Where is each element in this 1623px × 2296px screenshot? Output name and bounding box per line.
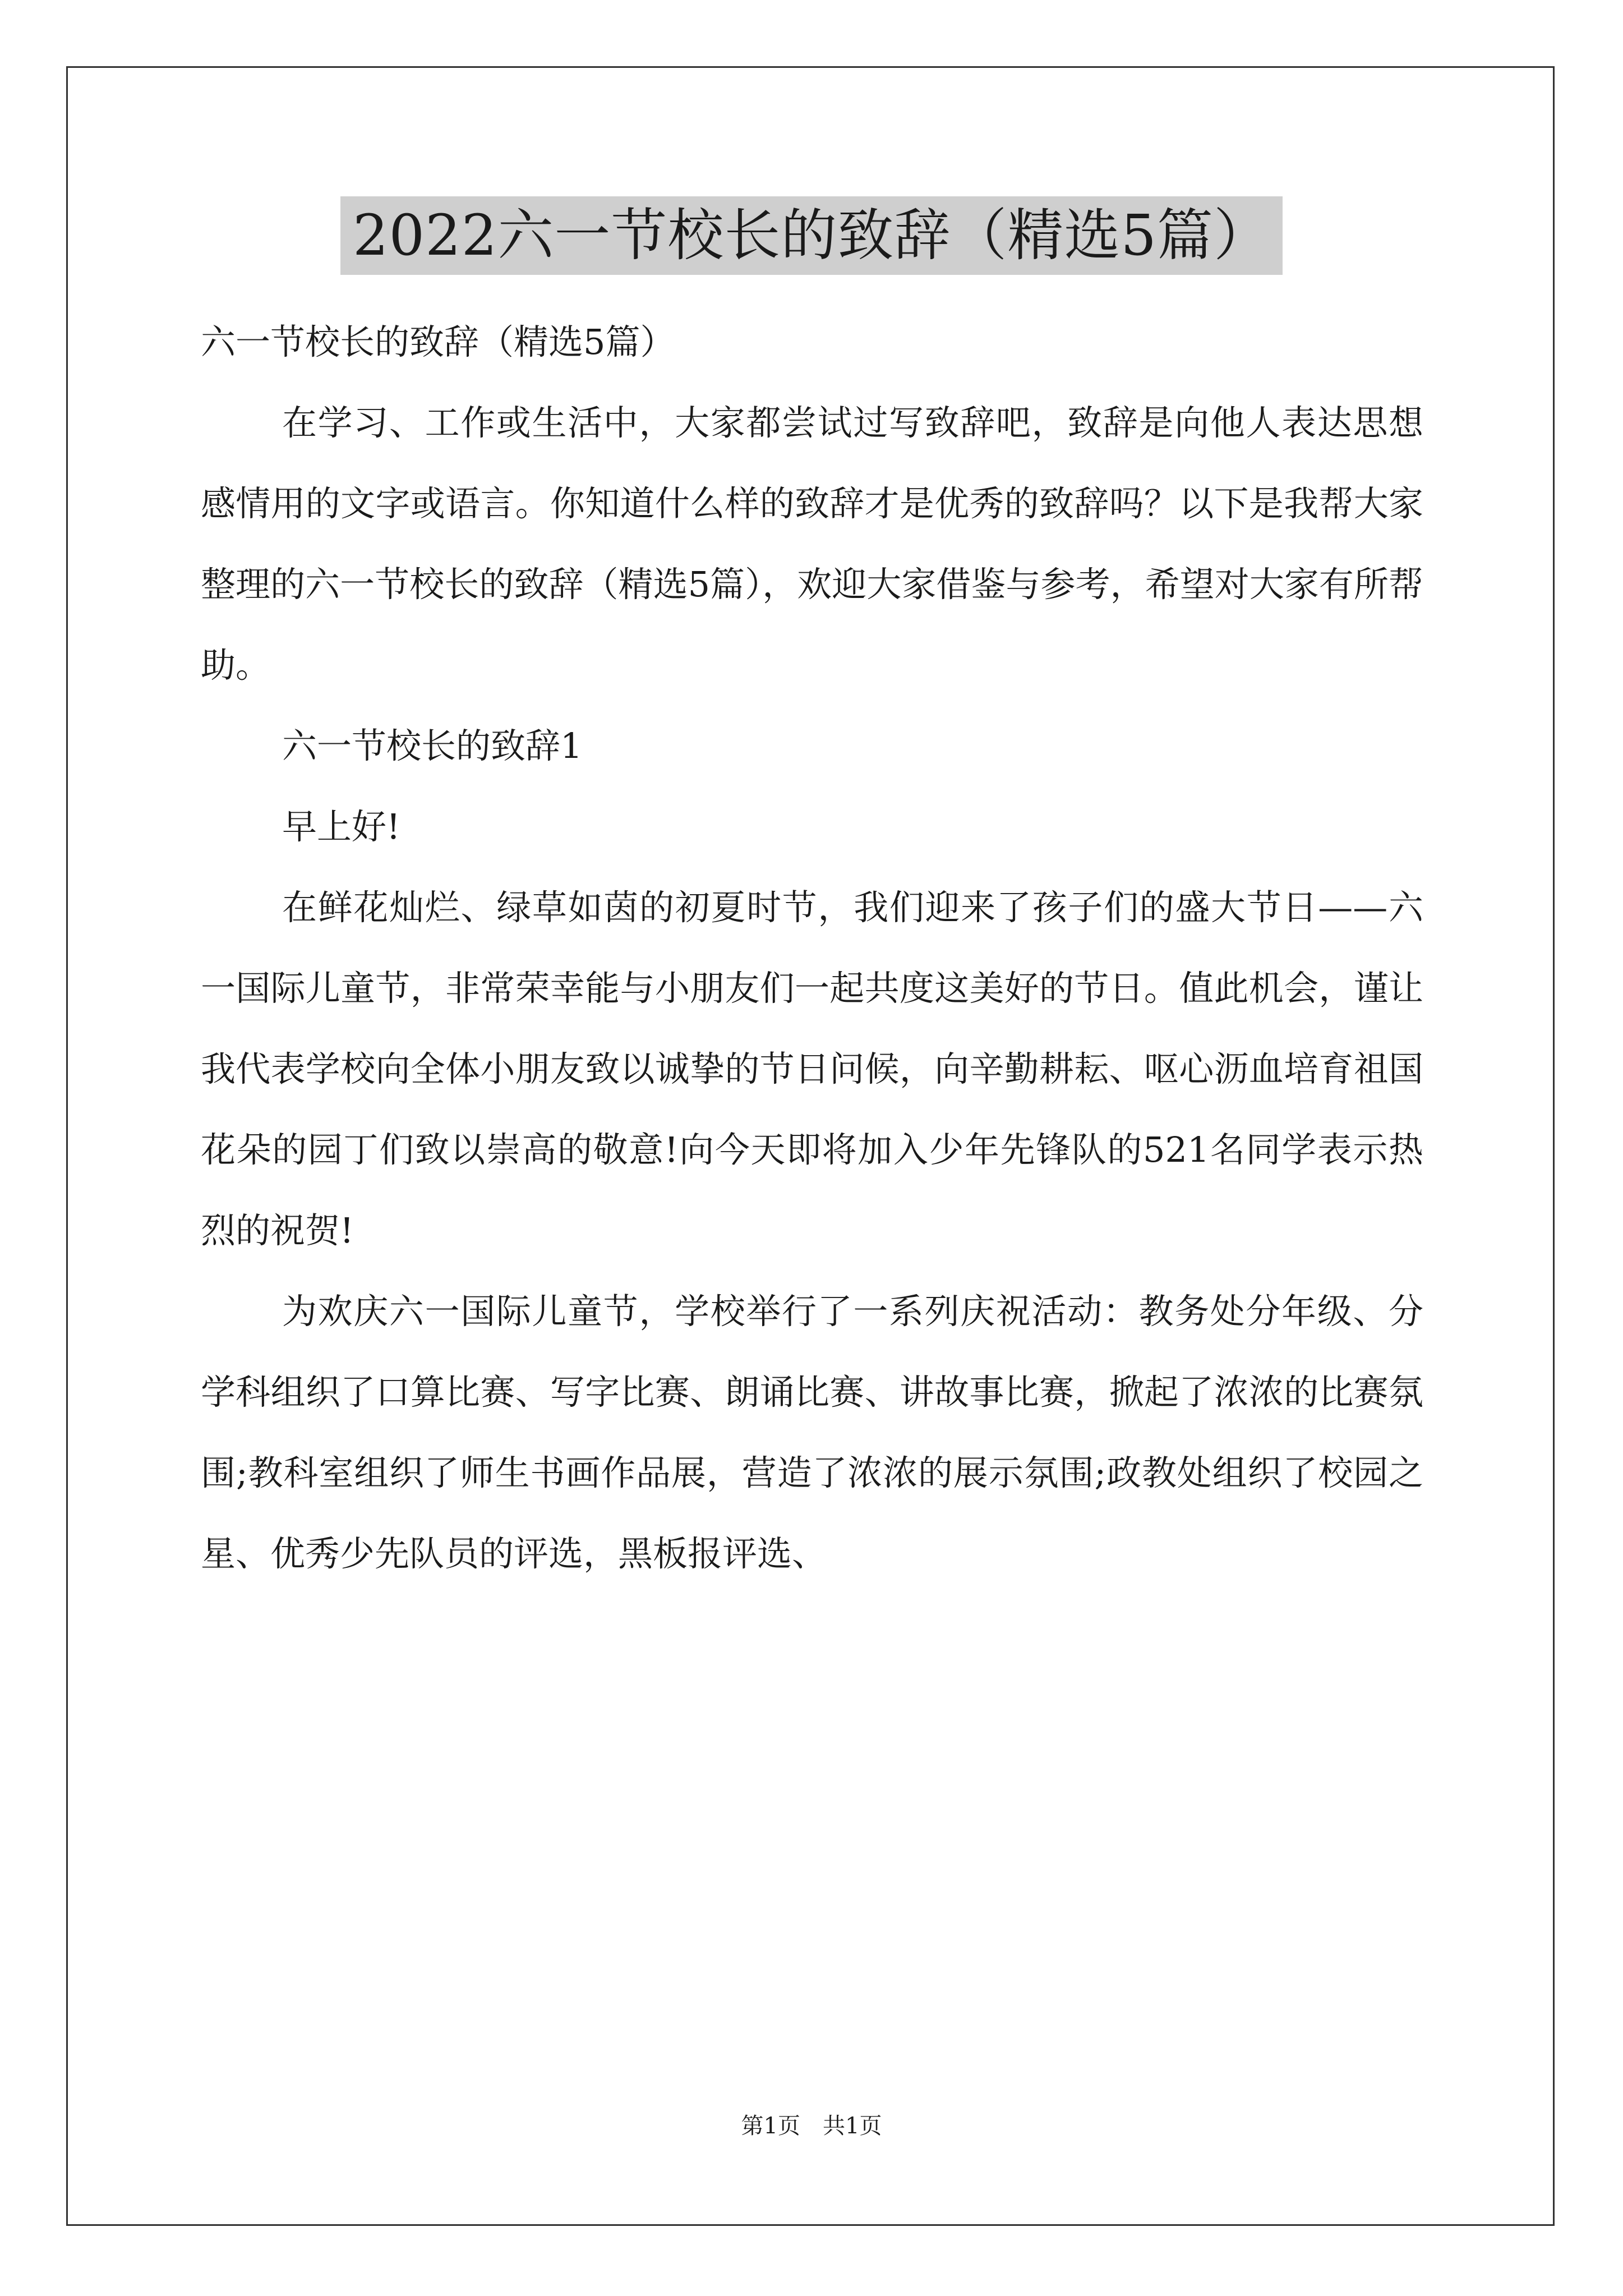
paragraph-section-heading: 六一节校长的致辞1 [282,725,583,766]
document-body [201,302,1423,1594]
paragraph-intro: 在学习、工作或生活中，大家都尝试过写致辞吧，致辞是向他人表达思想感情用的文字或语言。你知道什么样的致辞才是优秀的致辞吗？以下是我帮大家整理的六一节校长的致辞（精选5篇），欢迎大家借鉴与参考，希望对大家有所帮助。 [201,402,1423,685]
title-container [0,196,1623,275]
document-title: 2022六一节校长的致辞（精选5篇） [340,196,1283,275]
page-footer: 第1页 共1页 [741,2113,882,2139]
paragraph-body-2: 为欢庆六一国际儿童节，学校举行了一系列庆祝活动：教务处分年级、分学科组织了口算比赛、写字比赛、朗诵比赛、讲故事比赛，掀起了浓浓的比赛氛围;教科室组织了师生书画作品展，营造了浓浓的展示氛围;政教处组织了校园之星、优秀少先队员的评选，黑板报评选、 [201,1291,1423,1574]
paragraph-body-1: 在鲜花灿烂、绿草如茵的初夏时节，我们迎来了孩子们的盛大节日——六一国际儿童节，非常荣幸能与小朋友们一起共度这美好的节日。值此机会，谨让我代表学校向全体小朋友致以诚挚的节日问候，向辛勤耕耘、呕心沥血培育祖国花朵的园丁们致以崇高的敬意!向今天即将加入少年先锋队的521名同学表示热烈的祝贺! [201,887,1423,1251]
paragraph-greeting: 早上好! [282,806,400,847]
paragraph-subtitle: 六一节校长的致辞（精选5篇） [201,321,675,362]
